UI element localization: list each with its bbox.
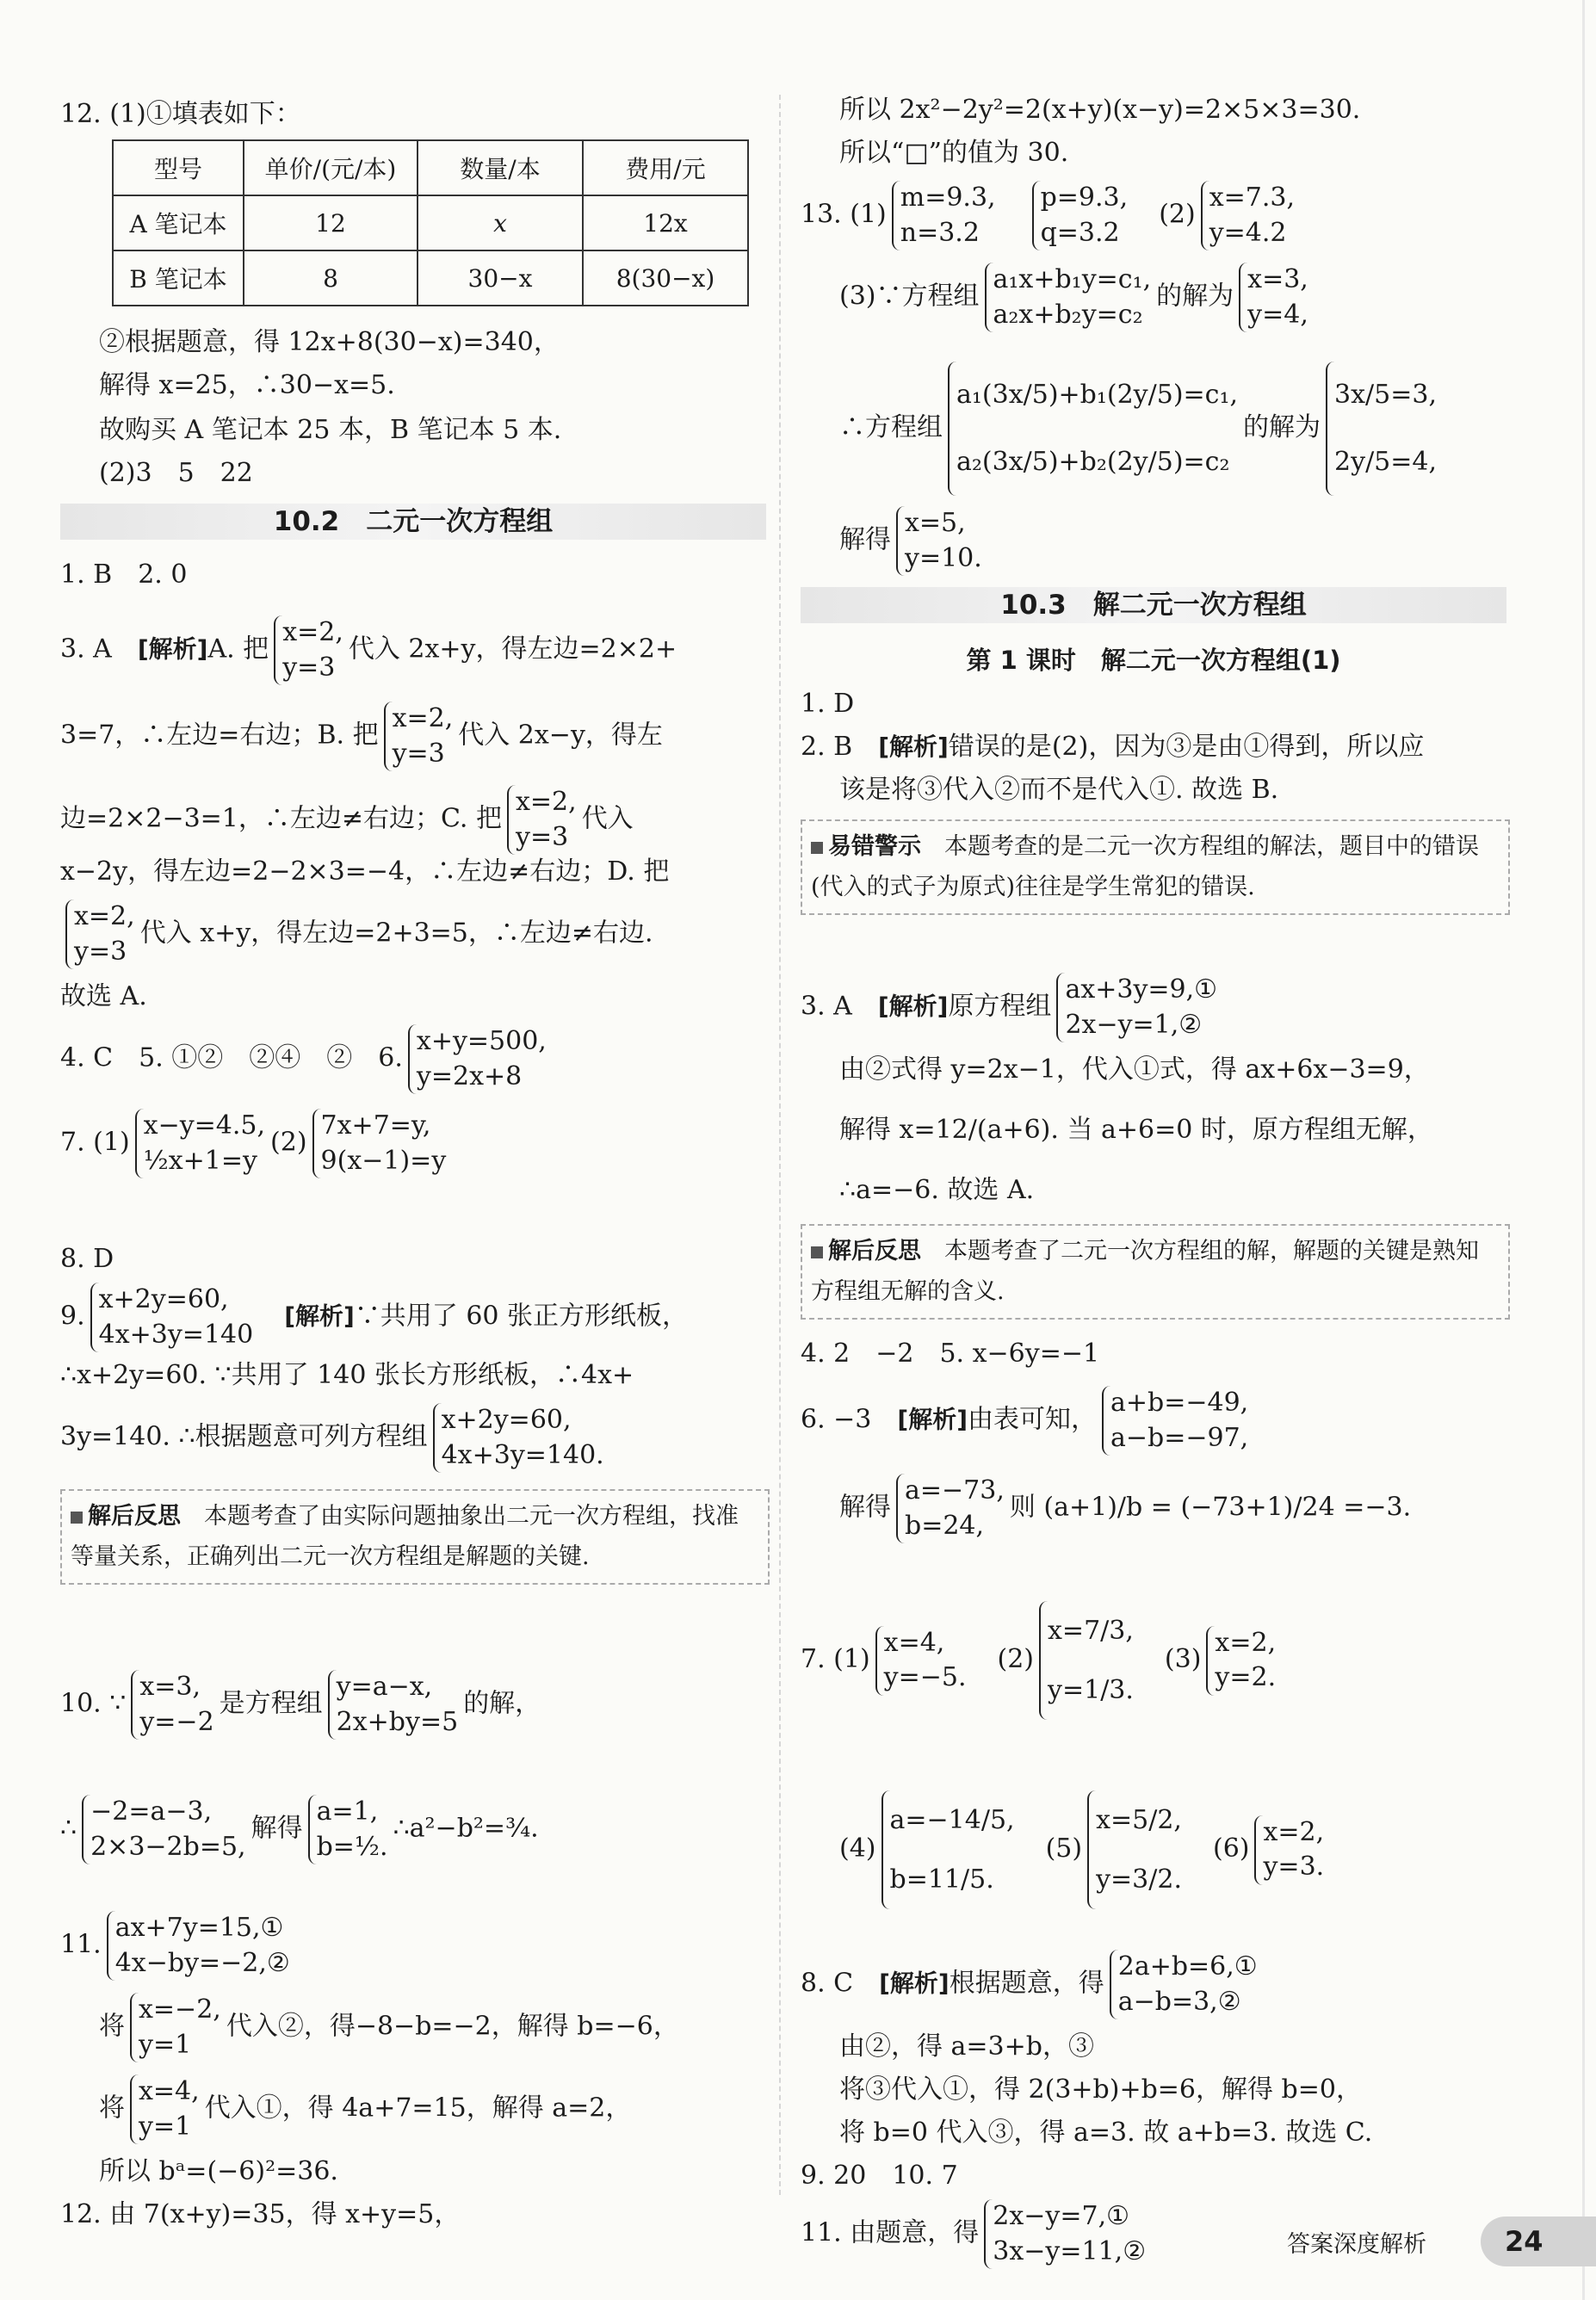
answer-b3-line2: 由②式得 y=2x−1，代入①式，得 ax+6x−3=9， bbox=[839, 1054, 1430, 1085]
cell: 8 bbox=[244, 250, 418, 306]
answer-3-line1 bbox=[60, 615, 677, 685]
equation-brace bbox=[1102, 1386, 1248, 1456]
equation-brace bbox=[507, 785, 577, 855]
text: (2) bbox=[270, 1127, 307, 1158]
analysis-tag: [解析] bbox=[284, 1301, 355, 1331]
answer-1-2: 1. B 2. 0 bbox=[60, 560, 188, 590]
q12-head: 12. (1)①填表如下： bbox=[60, 99, 301, 129]
eq: x=2, bbox=[392, 703, 454, 733]
equation-brace bbox=[90, 1283, 254, 1352]
text: 边=2×2−3=1，∴左边≠右边；C. 把 bbox=[60, 803, 502, 834]
text: 解得 bbox=[839, 524, 891, 555]
text: (6) bbox=[1212, 1833, 1250, 1864]
reflection-note bbox=[60, 1489, 770, 1585]
equation-brace bbox=[1056, 973, 1217, 1042]
equation-brace bbox=[1110, 1950, 1258, 2019]
answer-3-line4: x−2y，得左边=2−2×3=−4，∴左边≠右边；D. 把 bbox=[60, 856, 670, 887]
footer-label: 答案深度解析 bbox=[1287, 2231, 1426, 2258]
analysis-tag: [解析] bbox=[877, 992, 949, 1021]
eq: 2x−y=7,① bbox=[993, 2201, 1129, 2231]
answer-b3-line1 bbox=[801, 973, 1222, 1042]
equation-brace bbox=[1254, 1815, 1324, 1885]
text: 6. −3 bbox=[801, 1404, 898, 1435]
answer-b8-line1 bbox=[801, 1950, 1263, 2019]
equation-brace bbox=[1206, 1626, 1276, 1696]
note-text: 本题考查的是二元一次方程组的解法，题目中的错误(代入的式子为原式)往往是学生常犯的错误. bbox=[811, 833, 1479, 901]
eq: 2x+by=5 bbox=[336, 1706, 459, 1737]
eq: a₂(3x/5)+b₂(2y/5)=c₂ bbox=[956, 447, 1230, 477]
section-title-10-3: 10.3 解二元一次方程组 bbox=[801, 587, 1506, 623]
equation-brace bbox=[274, 615, 343, 685]
answer-b8-line2: 由②，得 a=3+b，③ bbox=[839, 2031, 1094, 2062]
eq: ax+7y=15,① bbox=[114, 1913, 284, 1943]
text: ∵共用了 60 张正方形纸板， bbox=[354, 1301, 689, 1332]
answer-11-line3 bbox=[60, 2074, 631, 2144]
eq: x=2, bbox=[282, 617, 343, 647]
eq: 2x−y=1,② bbox=[1065, 1009, 1203, 1040]
answer-b9-b10: 9. 20 10. 7 bbox=[801, 2161, 958, 2191]
eq: x=2, bbox=[74, 901, 135, 931]
text: 13. (1) bbox=[801, 199, 887, 230]
cell: B 笔记本 bbox=[113, 250, 244, 306]
eq: x=3, bbox=[1247, 264, 1308, 294]
equation-brace bbox=[130, 2074, 200, 2144]
eq: x=2, bbox=[1215, 1627, 1277, 1658]
equation-brace bbox=[984, 2199, 1146, 2269]
analysis-tag: [解析] bbox=[878, 733, 949, 761]
text: 4. C 5. ①② ②④ ② 6. bbox=[60, 1042, 403, 1073]
eq: b=½. bbox=[316, 1831, 388, 1862]
equation-brace bbox=[896, 1474, 1005, 1543]
text: A. 把 bbox=[207, 634, 269, 665]
equation-brace bbox=[82, 1795, 246, 1864]
answer-13-line1 bbox=[801, 181, 1300, 250]
eq: x+2y=60, bbox=[441, 1405, 572, 1435]
equation-brace bbox=[328, 1670, 459, 1740]
text: (2) bbox=[997, 1644, 1035, 1674]
text: 代入①，得 4a+7=15，解得 a=2， bbox=[204, 2093, 632, 2124]
text: 将 bbox=[99, 2093, 125, 2124]
cell: 8(30−x) bbox=[583, 250, 748, 306]
eq: y=3 bbox=[516, 821, 569, 852]
answer-9-line1 bbox=[60, 1283, 688, 1352]
eq: 4x+3y=140 bbox=[98, 1319, 254, 1350]
eq: 3x/5=3, bbox=[1334, 380, 1437, 410]
eq: a=−73, bbox=[905, 1475, 1005, 1506]
text: 8. C bbox=[801, 1968, 880, 1999]
reflection-note bbox=[801, 1224, 1510, 1320]
eq: y=1 bbox=[139, 2111, 192, 2142]
eq: 7x+7=y, bbox=[320, 1110, 431, 1141]
q12-line: 解得 x=25，∴30−x=5. bbox=[99, 370, 395, 400]
answer-11-line1 bbox=[60, 1911, 295, 1981]
cell: 30−x bbox=[418, 250, 583, 306]
eq: y=2x+8 bbox=[416, 1060, 523, 1091]
eq: y=3 bbox=[282, 652, 336, 683]
answer-b7-line2 bbox=[801, 1790, 1329, 1909]
th-qty: 数量/本 bbox=[418, 140, 583, 195]
text: 将 bbox=[99, 2011, 125, 2042]
answer-b8-line3: 将③代入①，得 2(3+b)+b=6，解得 b=0， bbox=[839, 2074, 1362, 2105]
equation-brace bbox=[1032, 181, 1129, 250]
equation-brace bbox=[882, 1790, 1015, 1909]
answer-13-line3 bbox=[801, 362, 1442, 496]
text: 解得 bbox=[251, 1813, 303, 1844]
note-text: 本题考查了由实际问题抽象出二元一次方程组，找准等量关系，正确列出二元一次方程组是解题的关键. bbox=[71, 1503, 739, 1571]
text: ∴ bbox=[60, 1813, 77, 1844]
eq: y=10. bbox=[905, 542, 982, 573]
section-title-10-2: 10.2 二元一次方程组 bbox=[60, 504, 766, 540]
eq: a−b=3,② bbox=[1117, 1986, 1241, 2017]
lesson-title: 第 1 课时 解二元一次方程组(1) bbox=[966, 646, 1341, 675]
text: 3=7，∴左边=右边；B. 把 bbox=[60, 720, 379, 751]
answer-11-line4: 所以 bᵃ=(−6)²=36. bbox=[99, 2156, 338, 2186]
q12-line: ②根据题意，得 12x+8(30−x)=340， bbox=[99, 327, 560, 357]
th-type: 型号 bbox=[113, 140, 244, 195]
notebook-table bbox=[112, 139, 749, 306]
eq: p=9.3, bbox=[1040, 182, 1129, 213]
cell: 12 bbox=[244, 195, 418, 250]
eq: n=3.2 bbox=[900, 217, 980, 248]
column-divider bbox=[779, 95, 781, 2195]
text: 解得 bbox=[839, 1492, 891, 1523]
answer-10-line2 bbox=[60, 1795, 539, 1864]
equation-brace bbox=[312, 1109, 447, 1178]
answer-13-line4 bbox=[801, 506, 987, 576]
q12-line: 故购买 A 笔记本 25 本，B 笔记本 5 本. bbox=[99, 415, 562, 445]
text: 的解为 bbox=[1156, 281, 1234, 312]
answer-b4-b5: 4. 2 −2 5. x−6y=−1 bbox=[801, 1339, 1100, 1369]
equation-brace bbox=[384, 702, 454, 771]
mistake-warning-note bbox=[801, 819, 1510, 915]
answer-9-line3 bbox=[60, 1403, 609, 1473]
answer-3-line5 bbox=[60, 900, 653, 969]
text: 是方程组 bbox=[219, 1688, 323, 1719]
text: 7. (1) bbox=[801, 1644, 870, 1674]
text: 代入②，得−8−b=−2，解得 b=−6， bbox=[226, 2011, 679, 2042]
page-edge-line bbox=[1582, 0, 1585, 2300]
text: 3. A bbox=[801, 991, 878, 1022]
text: 代入 2x−y，得左 bbox=[458, 720, 663, 751]
text: ∴方程组 bbox=[839, 412, 943, 442]
answer-8: 8. D bbox=[60, 1244, 114, 1274]
answer-b6-line1 bbox=[801, 1386, 1253, 1456]
equation-brace bbox=[1201, 181, 1295, 250]
answer-7 bbox=[60, 1109, 451, 1178]
eq: a=−14/5, bbox=[889, 1805, 1015, 1835]
eq: a₂x+b₂y=c₂ bbox=[993, 299, 1143, 330]
text: 10. ∵ bbox=[60, 1688, 127, 1719]
answer-b7-line1 bbox=[801, 1601, 1281, 1720]
equation-brace bbox=[131, 1670, 213, 1740]
text: 代入 x+y，得左边=2+3=5，∴左边≠右边. bbox=[139, 918, 653, 949]
eq: x=4, bbox=[139, 2076, 200, 2106]
answer-12: 12. 由 7(x+y)=35，得 x+y=5， bbox=[60, 2199, 461, 2229]
eq: ½x+1=y bbox=[143, 1145, 257, 1176]
text: 2. B bbox=[801, 732, 879, 762]
text: 的解， bbox=[463, 1688, 541, 1719]
text: 错误的是(2)，因为③是由①得到，所以应 bbox=[948, 732, 1425, 762]
eq: b=11/5. bbox=[889, 1864, 994, 1895]
eq: 2a+b=6,① bbox=[1117, 1951, 1258, 1982]
eq: x+y=500, bbox=[416, 1026, 547, 1056]
equation-brace bbox=[1239, 263, 1308, 332]
eq: y=3 bbox=[74, 936, 127, 967]
eq: a₁(3x/5)+b₁(2y/5)=c₁, bbox=[956, 380, 1239, 410]
answer-10-line1 bbox=[60, 1670, 541, 1740]
answer-9-line2: ∴x+2y=60. ∵共用了 140 张长方形纸板，∴4x+ bbox=[60, 1360, 634, 1390]
equation-brace bbox=[65, 900, 135, 969]
analysis-tag: [解析] bbox=[879, 1969, 950, 1998]
eq: 9(x−1)=y bbox=[320, 1145, 447, 1176]
eq: x=3, bbox=[139, 1672, 201, 1702]
answer-b8-line4: 将 b=0 代入③，得 a=3. 故 a+b=3. 故选 C. bbox=[839, 2118, 1373, 2148]
text: (2) bbox=[1159, 199, 1196, 230]
eq: y=1 bbox=[139, 2029, 192, 2060]
answer-b6-line2 bbox=[801, 1474, 1411, 1543]
cell: 12x bbox=[583, 195, 748, 250]
eq: x=4, bbox=[883, 1627, 945, 1658]
eq: 2×3−2b=5, bbox=[90, 1831, 246, 1862]
eq: y=a−x, bbox=[336, 1672, 433, 1702]
eq: y=3 bbox=[392, 738, 445, 769]
eq: x=2, bbox=[516, 787, 577, 817]
eq: y=1/3. bbox=[1048, 1675, 1134, 1705]
eq: q=3.2 bbox=[1040, 217, 1120, 248]
r-line: 所以 2x²−2y²=2(x+y)(x−y)=2×5×3=30. bbox=[839, 95, 1361, 125]
eq: a=1, bbox=[316, 1796, 379, 1827]
text: 原方程组 bbox=[948, 991, 1052, 1022]
equation-brace bbox=[107, 1911, 290, 1981]
eq: 4x+3y=140. bbox=[441, 1439, 604, 1470]
answer-3-line6: 故选 A. bbox=[60, 981, 147, 1011]
answer-13-line2 bbox=[801, 263, 1314, 332]
text: 9. bbox=[60, 1301, 85, 1332]
analysis-tag: [解析] bbox=[137, 634, 208, 664]
note-tag: 解后反思 bbox=[71, 1503, 181, 1530]
eq: 3x−y=11,② bbox=[993, 2235, 1147, 2266]
equation-brace bbox=[1087, 1790, 1182, 1909]
equation-brace bbox=[408, 1024, 547, 1094]
note-tag: 易错警示 bbox=[811, 833, 921, 860]
text: 由表可知， bbox=[968, 1404, 1097, 1435]
equation-brace bbox=[896, 506, 982, 576]
eq: −2=a−3, bbox=[90, 1796, 213, 1827]
eq: y=−5. bbox=[883, 1662, 967, 1692]
answer-b3-line3: 解得 x=12/(a+6). 当 a+6=0 时，原方程组无解， bbox=[839, 1115, 1433, 1145]
text: 的解为 bbox=[1243, 412, 1321, 442]
text: (5) bbox=[1045, 1833, 1083, 1864]
eq: 4x−by=−2,② bbox=[114, 1947, 290, 1978]
eq: y=3. bbox=[1263, 1852, 1325, 1882]
equation-brace bbox=[948, 362, 1238, 496]
equation-brace bbox=[892, 181, 996, 250]
equation-brace bbox=[130, 1993, 221, 2062]
equation-brace bbox=[135, 1109, 265, 1178]
answer-b3-line4: ∴a=−6. 故选 A. bbox=[839, 1175, 1035, 1205]
eq: a−b=−97, bbox=[1110, 1422, 1249, 1453]
answer-b1: 1. D bbox=[801, 689, 855, 719]
eq: b=24, bbox=[905, 1510, 985, 1541]
eq: y=4.2 bbox=[1209, 217, 1287, 248]
eq: y=4, bbox=[1247, 299, 1308, 330]
text: 3. A bbox=[60, 634, 138, 665]
answer-b2-line1 bbox=[801, 732, 1424, 763]
eq: x=2, bbox=[1263, 1816, 1325, 1847]
eq: x=−2, bbox=[139, 1994, 221, 2025]
equation-brace bbox=[1326, 362, 1437, 496]
answer-b2-line2: 该是将③代入②而不是代入①. 故选 B. bbox=[839, 775, 1279, 805]
eq: x=7/3, bbox=[1048, 1616, 1134, 1646]
th-price: 单价/(元/本) bbox=[244, 140, 418, 195]
eq: a₁x+b₁y=c₁, bbox=[993, 264, 1152, 294]
eq: 2y/5=4, bbox=[1334, 447, 1438, 477]
answer-11-line2 bbox=[60, 1993, 679, 2062]
equation-brace bbox=[985, 263, 1152, 332]
eq: m=9.3, bbox=[900, 182, 996, 213]
eq: x+2y=60, bbox=[98, 1284, 229, 1314]
equation-brace bbox=[308, 1795, 388, 1864]
q12-line: (2)3 5 22 bbox=[99, 458, 253, 488]
text: (3)∵方程组 bbox=[839, 281, 980, 312]
text: 3y=140. ∴根据题意可列方程组 bbox=[60, 1421, 428, 1452]
answer-b11 bbox=[801, 2199, 1151, 2269]
note-tag: 解后反思 bbox=[811, 1238, 921, 1264]
text: 11. 由题意，得 bbox=[801, 2217, 980, 2248]
text: 7. (1) bbox=[60, 1127, 130, 1158]
r-line: 所以“□”的值为 30. bbox=[839, 138, 1069, 168]
equation-brace bbox=[433, 1403, 604, 1473]
equation-brace bbox=[875, 1626, 967, 1696]
text: 11. bbox=[60, 1929, 102, 1960]
answer-3-line3 bbox=[60, 785, 634, 855]
answer-3-line2 bbox=[60, 702, 663, 771]
note-text: 本题考查了二元一次方程组的解，解题的关键是熟知方程组无解的含义. bbox=[811, 1238, 1479, 1306]
text: 代入 bbox=[581, 803, 634, 834]
answer-4-6 bbox=[60, 1024, 552, 1094]
eq: x=7.3, bbox=[1209, 182, 1295, 213]
text: (3) bbox=[1164, 1644, 1202, 1674]
eq: x−y=4.5, bbox=[143, 1110, 266, 1141]
cell: A 笔记本 bbox=[113, 195, 244, 250]
eq: y=3/2. bbox=[1096, 1864, 1182, 1895]
text: (4) bbox=[839, 1833, 876, 1864]
text: 则 (a+1)/b = (−73+1)/24 =−3. bbox=[1009, 1492, 1412, 1523]
equation-brace bbox=[1039, 1601, 1134, 1720]
cell: x bbox=[418, 195, 583, 250]
eq: x=5/2, bbox=[1096, 1805, 1182, 1835]
text: 代入 2x+y，得左边=2×2+ bbox=[348, 634, 677, 665]
th-cost: 费用/元 bbox=[583, 140, 748, 195]
eq: x=5, bbox=[905, 508, 966, 538]
page-number: 24 bbox=[1481, 2217, 1596, 2266]
eq: y=2. bbox=[1215, 1662, 1277, 1692]
eq: ax+3y=9,① bbox=[1065, 974, 1218, 1005]
text: 根据题意，得 bbox=[949, 1968, 1104, 1999]
text: ∴a²−b²=¾. bbox=[393, 1813, 539, 1844]
eq: a+b=−49, bbox=[1110, 1388, 1249, 1418]
analysis-tag: [解析] bbox=[897, 1405, 968, 1434]
eq: y=−2 bbox=[139, 1706, 214, 1737]
